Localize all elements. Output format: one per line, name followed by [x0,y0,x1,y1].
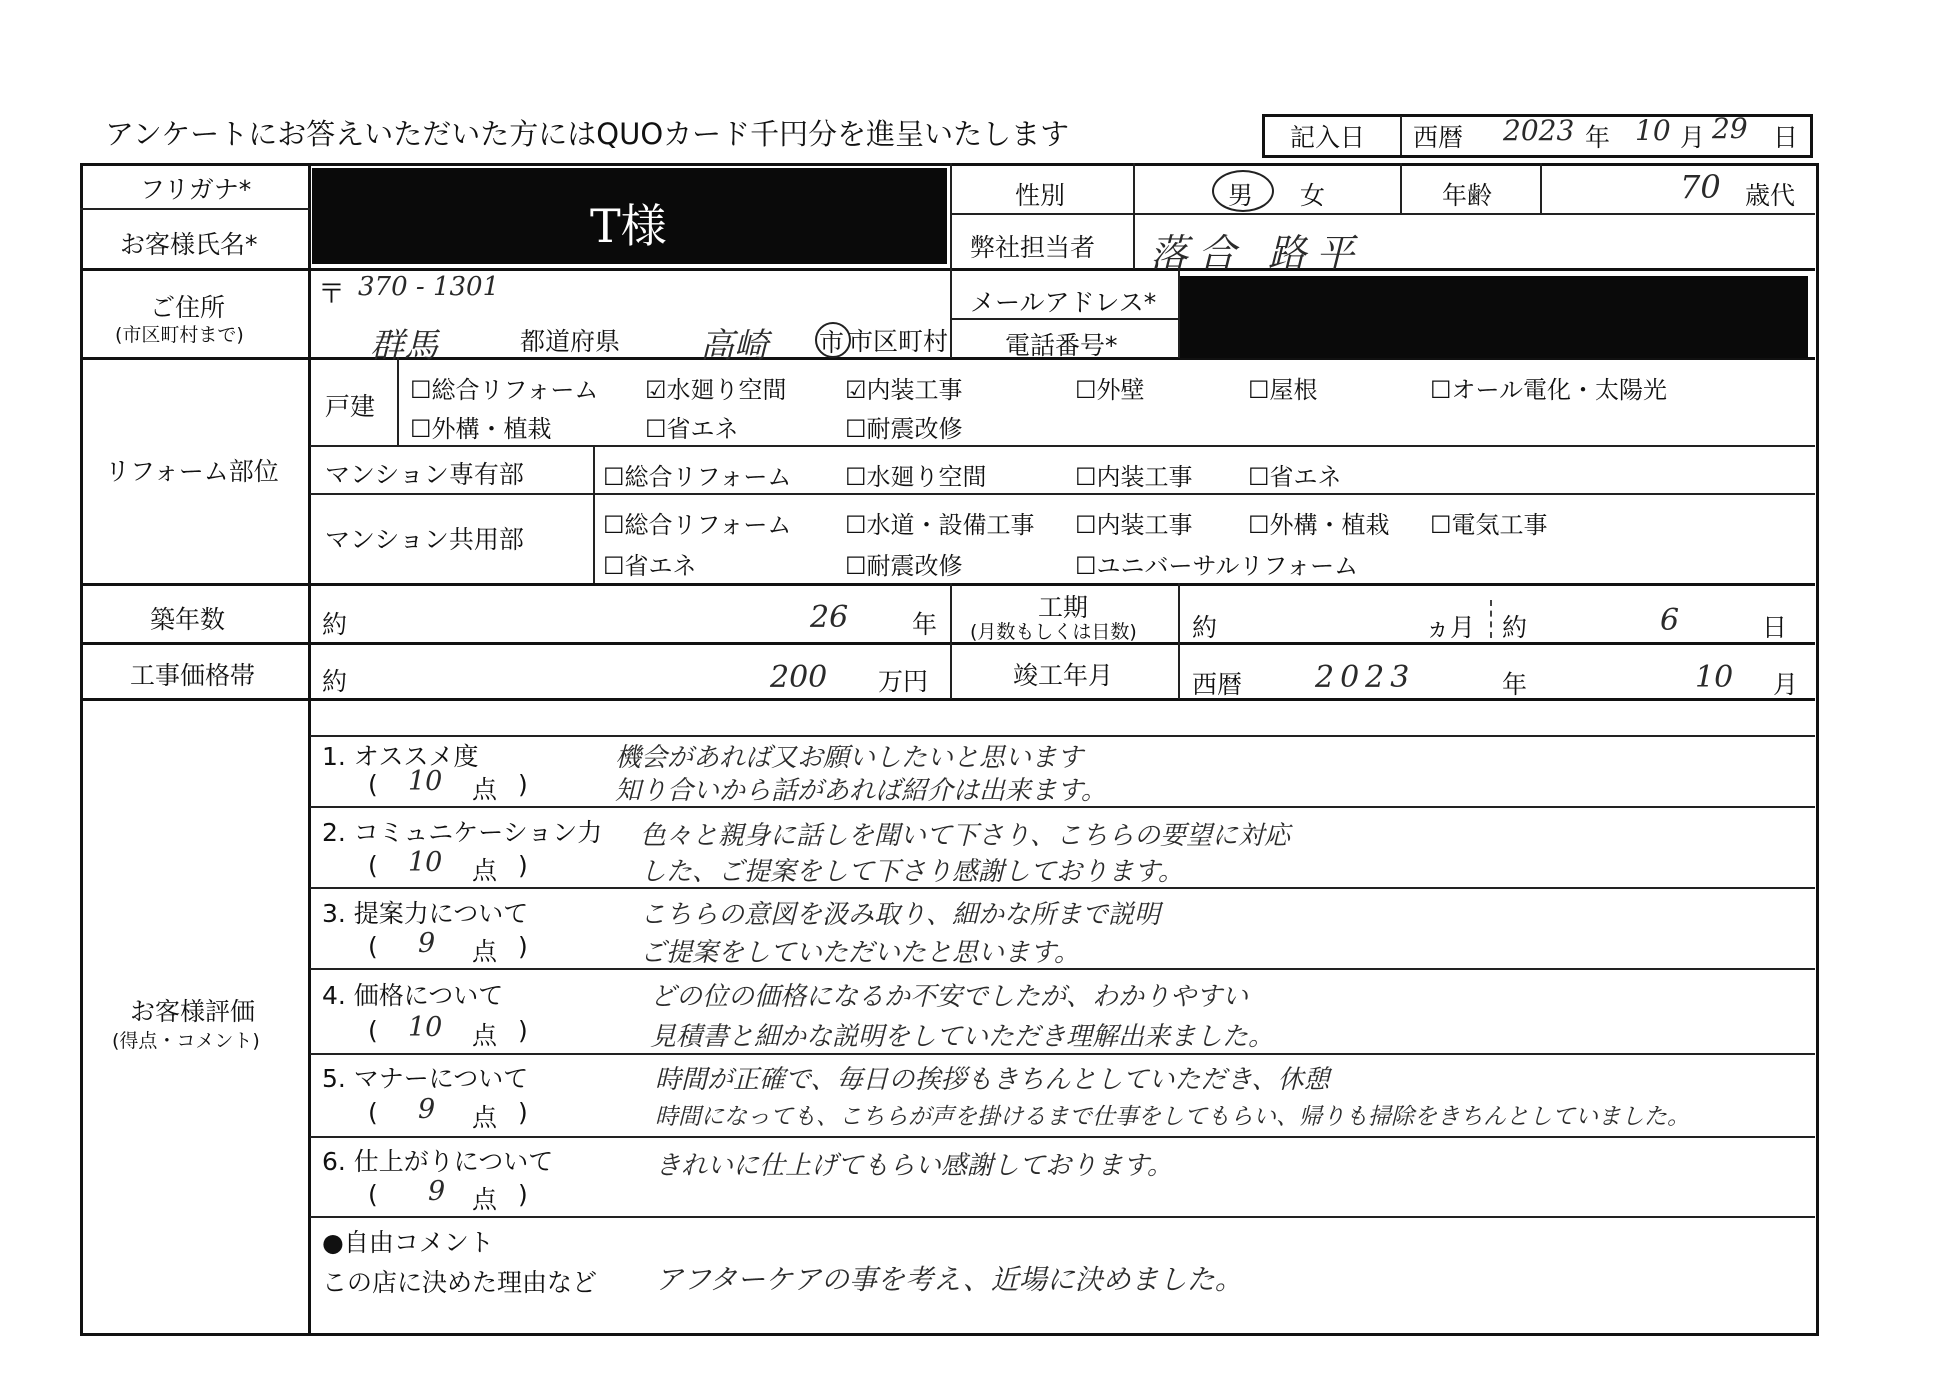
completion-month-unit: 月 [1773,670,1799,699]
eval-item-1-comment-1[interactable]: 機会があれば又お願いしたいと思います [615,743,1084,773]
eval-item-5-close-paren: ) [518,1098,528,1127]
eval-item-1-title: 1. オススメ度 [322,742,479,771]
customer-name-label: お客様氏名* [120,230,258,259]
eval-item-6-points: 点 [472,1185,498,1214]
condo-common-option-energy[interactable]: ☐省エネ [603,552,697,580]
furigana-label: フリガナ* [140,175,252,204]
condo-private-label: マンション専有部 [325,460,524,489]
eval-item-5-comment-1[interactable]: 時間が正確で、毎日の挨拶もきちんとしていただき、休憩 [655,1065,1330,1095]
entry-year-unit: 年 [1585,123,1611,152]
reason-value[interactable]: アフターケアの事を考え、近場に決めました。 [655,1263,1243,1296]
period-months-unit: ヵ月 [1425,613,1476,642]
house-option-interior[interactable]: ☑内装工事 [845,376,963,404]
city-label: 市区町村 [848,327,949,356]
house-option-landscape[interactable]: ☐外構・植栽 [410,415,552,443]
eval-item-3-comment-1[interactable]: こちらの意図を汲み取り、細かな所まで説明 [640,900,1161,930]
eval-item-1-close-paren: ) [518,770,528,799]
gender-label: 性別 [1015,181,1066,210]
eval-item-2-open-paren: ( [368,851,378,880]
condo-common-option-general[interactable]: ☐総合リフォーム [603,511,792,539]
eval-item-4-comment-2[interactable]: 見積書と細かな説明をしていただき理解出来ました。 [650,1022,1275,1052]
period-months-approx: 約 [1192,613,1218,642]
age-label: 年齢 [1442,181,1493,210]
price-value[interactable]: 200 [770,660,828,695]
building-age-value[interactable]: 26 [810,600,849,635]
building-age-label: 築年数 [150,605,226,634]
condo-common-option-seismic[interactable]: ☐耐震改修 [845,552,963,580]
completion-month[interactable]: 10 [1695,660,1734,695]
price-label: 工事価格帯 [130,661,256,690]
eval-item-3-comment-2[interactable]: ご提案をしていただいたと思います。 [640,938,1080,968]
eval-item-3-points: 点 [472,937,498,966]
email-label: メールアドレス* [970,288,1157,317]
eval-item-4-open-paren: ( [368,1016,378,1045]
eval-item-1-open-paren: ( [368,770,378,799]
phone-label: 電話番号* [1005,331,1118,360]
house-option-seismic[interactable]: ☐耐震改修 [845,415,963,443]
eval-item-4-title: 4. 価格について [322,981,504,1010]
eval-item-1-points: 点 [472,775,498,804]
gender-female[interactable]: 女 [1300,181,1326,210]
house-option-general[interactable]: ☐総合リフォーム [410,376,599,404]
free-comment-label: ●自由コメント [322,1228,494,1257]
reason-label: この店に決めた理由など [322,1268,598,1297]
entry-date-year[interactable]: 2023 [1503,114,1575,147]
entry-month-unit: 月 [1680,123,1706,152]
period-days-approx: 約 [1502,613,1528,642]
condo-common-label: マンション共用部 [325,525,524,554]
redacted-contact-block [1180,276,1808,358]
age-value[interactable]: 70 [1680,168,1721,206]
house-option-electric-solar[interactable]: ☐オール電化・太陽光 [1430,376,1668,404]
period-note: (月数もしくは日数) [970,621,1137,643]
eval-item-1-score[interactable]: 10 [408,766,443,797]
condo-common-option-electrical[interactable]: ☐電気工事 [1430,511,1548,539]
eval-item-2-comment-2[interactable]: した、ご提案をして下さり感謝しております。 [640,857,1184,887]
eval-item-6-title: 6. 仕上がりについて [322,1147,554,1176]
age-unit: 歳代 [1745,181,1796,210]
eval-item-2-close-paren: ) [518,851,528,880]
rep-value: 落合 路平 [1150,231,1365,275]
condo-private-option-general[interactable]: ☐総合リフォーム [603,463,792,491]
eval-item-6-comment-1[interactable]: きれいに仕上げてもらい感謝しております。 [655,1151,1173,1181]
city-value[interactable]: 高崎 [700,326,768,366]
eval-item-5-comment-2[interactable]: 時間になっても、こちらが声を掛けるまで仕事をしてもらい、帰りも掃除をきちんとしていました。 [655,1104,1690,1130]
evaluation-section-note: (得点・コメント) [112,1030,260,1052]
completion-label: 竣工年月 [1013,661,1114,690]
period-days-unit: 日 [1762,613,1788,642]
eval-item-2-title: 2. コミュニケーション力 [322,818,603,847]
eval-item-5-title: 5. マナーについて [322,1064,529,1093]
eval-item-6-open-paren: ( [368,1180,378,1209]
completion-year[interactable]: 2023 [1315,660,1416,695]
gender-male[interactable]: 男 [1228,181,1254,210]
house-label: 戸建 [325,392,376,421]
condo-common-option-landscape[interactable]: ☐外構・植栽 [1248,511,1390,539]
rep-label: 弊社担当者 [970,233,1096,262]
eval-item-4-comment-1[interactable]: どの位の価格になるか不安でしたが、わかりやすい [650,982,1249,1012]
address-label: ご住所 [150,293,226,322]
eval-item-4-points: 点 [472,1021,498,1050]
eval-item-2-points: 点 [472,856,498,885]
entry-date-day[interactable]: 29 [1712,112,1748,145]
entry-date-label: 記入日 [1290,123,1366,152]
eval-item-3-close-paren: ) [518,932,528,961]
condo-private-option-interior[interactable]: ☐内装工事 [1075,463,1193,491]
prefecture-value[interactable]: 群馬 [370,326,438,366]
survey-notice: アンケートにお答えいただいた方にはQUOカード千円分を進呈いたします [105,117,1070,151]
eval-item-3-title: 3. 提案力について [322,899,529,928]
entry-date-era: 西暦 [1413,123,1464,152]
house-option-exterior-wall[interactable]: ☐外壁 [1075,376,1145,404]
entry-date-month[interactable]: 10 [1635,114,1671,147]
eval-item-2-comment-1[interactable]: 色々と親身に話しを聞いて下さり、こちらの要望に対応 [640,821,1291,851]
building-age-approx: 約 [322,610,348,639]
entry-day-unit: 日 [1773,123,1799,152]
customer-name-value[interactable]: T様 [590,199,667,253]
eval-item-3-open-paren: ( [368,932,378,961]
condo-private-option-water[interactable]: ☐水廻り空間 [845,463,987,491]
house-option-energy[interactable]: ☐省エネ [645,415,739,443]
price-approx: 約 [322,667,348,696]
condo-private-option-energy[interactable]: ☐省エネ [1248,463,1342,491]
completion-era: 西暦 [1192,670,1243,699]
postal-mark: 〒 [318,279,345,310]
address-note: (市区町村まで) [115,324,244,346]
eval-item-5-score[interactable]: 9 [418,1094,436,1125]
eval-item-2-score[interactable]: 10 [408,847,443,878]
price-unit: 万円 [878,667,929,696]
condo-common-option-universal[interactable]: ☐ユニバーサルリフォーム [1075,552,1359,580]
evaluation-section-label: お客様評価 [130,997,256,1026]
postal-value[interactable]: 370 - 1301 [358,272,500,302]
eval-item-4-score[interactable]: 10 [408,1012,443,1043]
reform-section-label: リフォーム部位 [105,457,279,486]
house-option-roof[interactable]: ☐屋根 [1248,376,1318,404]
building-age-unit: 年 [912,610,938,639]
eval-item-5-open-paren: ( [368,1098,378,1127]
condo-common-option-interior[interactable]: ☐内装工事 [1075,511,1193,539]
condo-common-option-plumbing[interactable]: ☐水道・設備工事 [845,511,1035,539]
eval-item-6-close-paren: ) [518,1180,528,1209]
period-days-value[interactable]: 6 [1660,603,1680,638]
eval-item-1-comment-2[interactable]: 知り合いから話があれば紹介は出来ます。 [615,776,1107,806]
city-circled-char: 市 [819,328,845,357]
house-option-water[interactable]: ☑水廻り空間 [645,376,787,404]
eval-item-3-score[interactable]: 9 [418,928,436,959]
eval-item-5-points: 点 [472,1103,498,1132]
period-label: 工期 [1038,593,1089,622]
completion-year-unit: 年 [1502,670,1528,699]
eval-item-6-score[interactable]: 9 [428,1176,446,1207]
eval-item-4-close-paren: ) [518,1016,528,1045]
prefecture-label: 都道府県 [520,327,621,356]
